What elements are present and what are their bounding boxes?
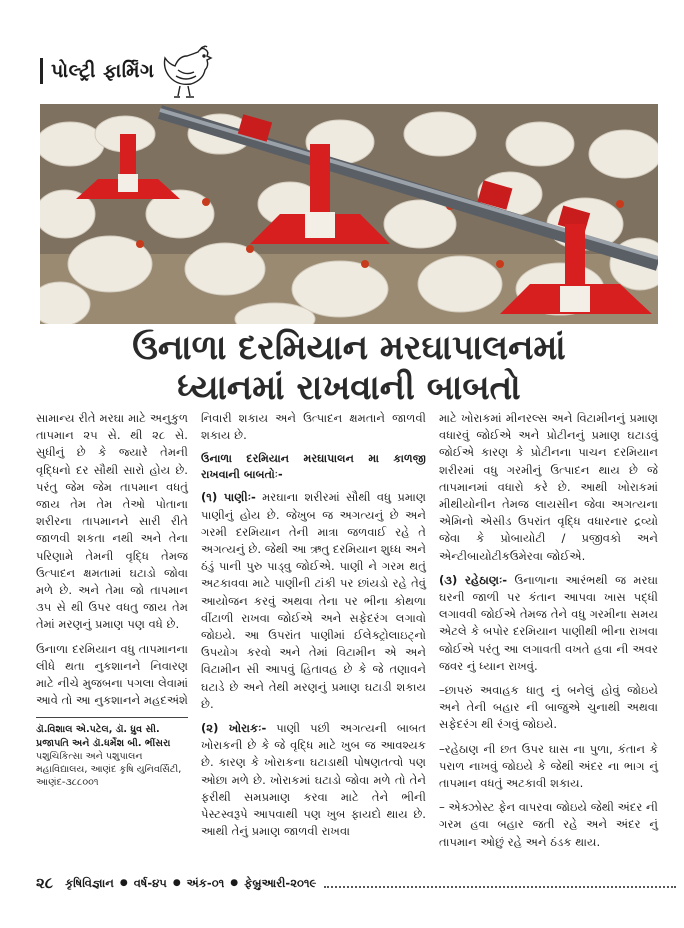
poultry-shed-photo — [40, 104, 658, 324]
footer-separator: ● — [172, 878, 181, 888]
housing-lead: (૩) રહેઠાણઃ- — [439, 572, 508, 587]
section-title: પોલ્ટ્રી ફાર્મિંગ — [51, 60, 155, 82]
magazine-issue: અંક-૦૧ — [186, 875, 225, 890]
housing-bullet-1: –છાપરું અવાહક ધાતુ નું બનેલું હોવું જોઇયે અને તેની બહાર ની બાજુએ ચુનાથી અથવા સફેદરંગ થી રંગવું જોઇયે. — [439, 683, 658, 732]
headline-line-2: ધ્યાનમાં રાખવાની બાબતો — [177, 368, 521, 408]
article-body — [36, 410, 658, 872]
water-text: મરઘાના શરીરમાં સૌથી વધુ પ્રમાણ પાણીનું હોય છે. જેખુબ જ અગત્યનું છે અને ગરમી દરમિયાન તેની માત્રા જળવાઈ રહે તે અગત્યનું છે. જેથી આ ઋતુ દરમિયાન શુધ્ધ અને ઠંડું પાની પુરુ પાડ્વુ જોઈએ. પાણી ને ગરમ થતું અટકાવવા માટે પાણીની ટાંકી પર છાંયડો રહે તેવું આયોજન કરવું અથવા તેના પર ભીના કોથળા વીંટાળી રાખવા જોઈએ અને સફેદરંગ લગાવો જોઇયે. આ ઉપરાંત પાણીમાં ઈલેક્ટ્રોલાઇટ્નો ઉપયોગ કરવો અને તેમાં વિટામીન એ અને વિટામીન સી આપવું હિતાવહ છે કે જે તણાવને ઘટાડે છે અને તેથી મરણનું પ્રમાણ ઘટાડી શકાય છે. — [201, 490, 426, 711]
feed-continuation-paragraph: માટે ખોરાકમાં મીનરલ્સ અને વિટામીનનું પ્રમાણ વધારવું જોઈએ અને પ્રોટીનનું પ્રમાણ ઘટાડવું જોઈએ કારણ કે પ્રોટીનના પાચન દરમિયાન શરીરમાં વધુ ગરમીનું ઉત્પાદન થાય છે જે તાપમાનમાં વધારો કરે છે. આથી ખોરાકમાં મીથીયોનીન તેમજ લાયસીન જેવા અગત્યના એમિનો એસીડ ઉપરાંત વૃદ્ધિ વધારનાર દ્રવ્યો જેવા કે પ્રોબાયોટી / પ્રજીવકો અને એન્ટીબાયોટીકઉમેરવા જોઈએ. — [439, 411, 658, 563]
hen-icon — [158, 42, 216, 104]
intro-paragraph: સામાન્ય રીતે મરઘા માટે અનુકુળ તાપમાન ૨૫ સે. થી ૨૮ સે. સુધીનું છે કે જ્યારે તેમની વૃદ્ધિનો દર સૌથી સારો હોય છે. પરંતુ જેમ જેમ તાપમાન વધતું જાય તેમ તેમ તેઓ પોતાના શરીરના તાપમાનને સારી રીતે જાળવી શકતા નથી અને તેના પરિણામે તેમની વૃદ્ધિ તેમજ ઉત્પાદન ક્ષમતામાં ઘટાડો જોવા મળે છે. અને તેમા જો તાપમાન ૩૫ સે થી ઉપર વધતુ જાય તેમ તેમાં મરણનું પ્રમાણ પણ વધે છે. — [36, 411, 188, 632]
water-paragraph — [201, 489, 426, 713]
footer-separator: ● — [230, 878, 239, 888]
column-1 — [36, 410, 188, 789]
water-lead: (૧) પાણીઃ- — [201, 490, 256, 505]
housing-bullet-3: – એક્ઝોસ્ટ ફેન વાપરવા જોઇયે જેથી અંદર ની ગરમ હવા બહાર જતી રહે અને અંદર નું તાપમાન ઓછું રહે અને ઠંડક થાય. — [439, 800, 658, 849]
feed-text: પાણી પછી અગત્યની બાબત ખોરાકની છે કે જે વૃદ્ધિ માટે ખુબ જ આવશ્યક છે. કારણ કે ખોરાકના ઘટાડાથી પોષણતત્વો પણ ઓછા મળે છે. ખોરાકમાં ઘટાડો જોવા મળે તો તેને ફરીથી સમપ્રમાણ કરવા માટે તેને ભીની પેસ્ટસ્વરૂપે આપવાથી પણ ખુબ ફાયદો થાય છે. આથી તેનું પ્રમાણ જાળવી રાખવા — [201, 721, 426, 839]
column-3 — [439, 410, 658, 858]
section-tag — [40, 54, 154, 88]
housing-bullet-2: –રહેઠાણ ની છત ઉપર ઘાસ ના પુળા, કંતાન કે પરાળ નાખવું જોઇયે કે જેથી અંદર ના ભાગ નું તાપમાન વધતું અટકાવી શકાય. — [439, 741, 658, 791]
housing-paragraph — [439, 572, 658, 675]
page-footer — [36, 872, 676, 894]
article-headline — [40, 328, 658, 408]
headline-line-1: ઉનાળા દરમિયાન મરઘાપાલનમાં — [132, 328, 566, 368]
photo-illustration — [40, 104, 658, 324]
continuation-paragraph: નિવારી શકાય અને ઉત્પાદન ક્ષમતાને જાળવી શકાય છે. — [201, 411, 426, 443]
magazine-month: ફેબ્રુઆરી-૨૦૧૯ — [244, 875, 317, 890]
care-subheading: ઉનાળા દરમિયાન મરઘાપાલન મા કાળજી રાખવાની બાબતોઃ- — [201, 452, 426, 482]
footer-separator: ● — [119, 878, 128, 888]
intro-paragraph-2: ઉનાળા દરમિયાન વધુ તાપમાનના લીધે થતા નુકશાનને નિવારણ માટે નીચે મુજબના પગલા લેવામાં આવે તો આ નુકશાનને મહદઅંશે — [36, 641, 189, 708]
feed-lead: (૨) ખોરાકઃ- — [201, 721, 267, 736]
author-affiliation: પશુચિકિત્સા અને પશુપાલન મહાવિદ્યાલય, આણંદ કૃષિ યુનિવર્સિટી, આણંદ-૩૮૮૦૦૧ — [36, 750, 182, 789]
footer-dotted-rule — [324, 878, 676, 888]
author-box — [36, 723, 188, 789]
author-names: ડૉ.વિશાલ એ.પટેલ, ડૉ. ધ્રુવ સી. પ્રજાપતિ અને ડૉ.ધર્મેશ બી. ભીંસરા — [36, 724, 171, 749]
page-number: ૨૮ — [36, 874, 54, 892]
section-bar — [40, 58, 43, 84]
feed-paragraph — [201, 720, 426, 840]
column-2 — [201, 410, 426, 847]
author-divider — [36, 717, 188, 718]
housing-text: ઉનાળાના આરંભથી જ મરઘા ઘરની જાળી પર કંતાન આપવા ખાસ પદ્ધી લગાવવી જોઈએ તેમજ તેને વધુ ગરમીના સમય એટલે કે બપોર દરમિયાન પાણીથી ભીના રાખવા જોઈએ પરંતુ આ લગાવતી વખતે હવા ની અવર જવર નું ધ્યાન રાખવું. — [439, 572, 658, 673]
magazine-year: વર્ષ-૪૫ — [133, 875, 167, 890]
magazine-name: કૃષિવિજ્ઞાન — [65, 875, 114, 890]
